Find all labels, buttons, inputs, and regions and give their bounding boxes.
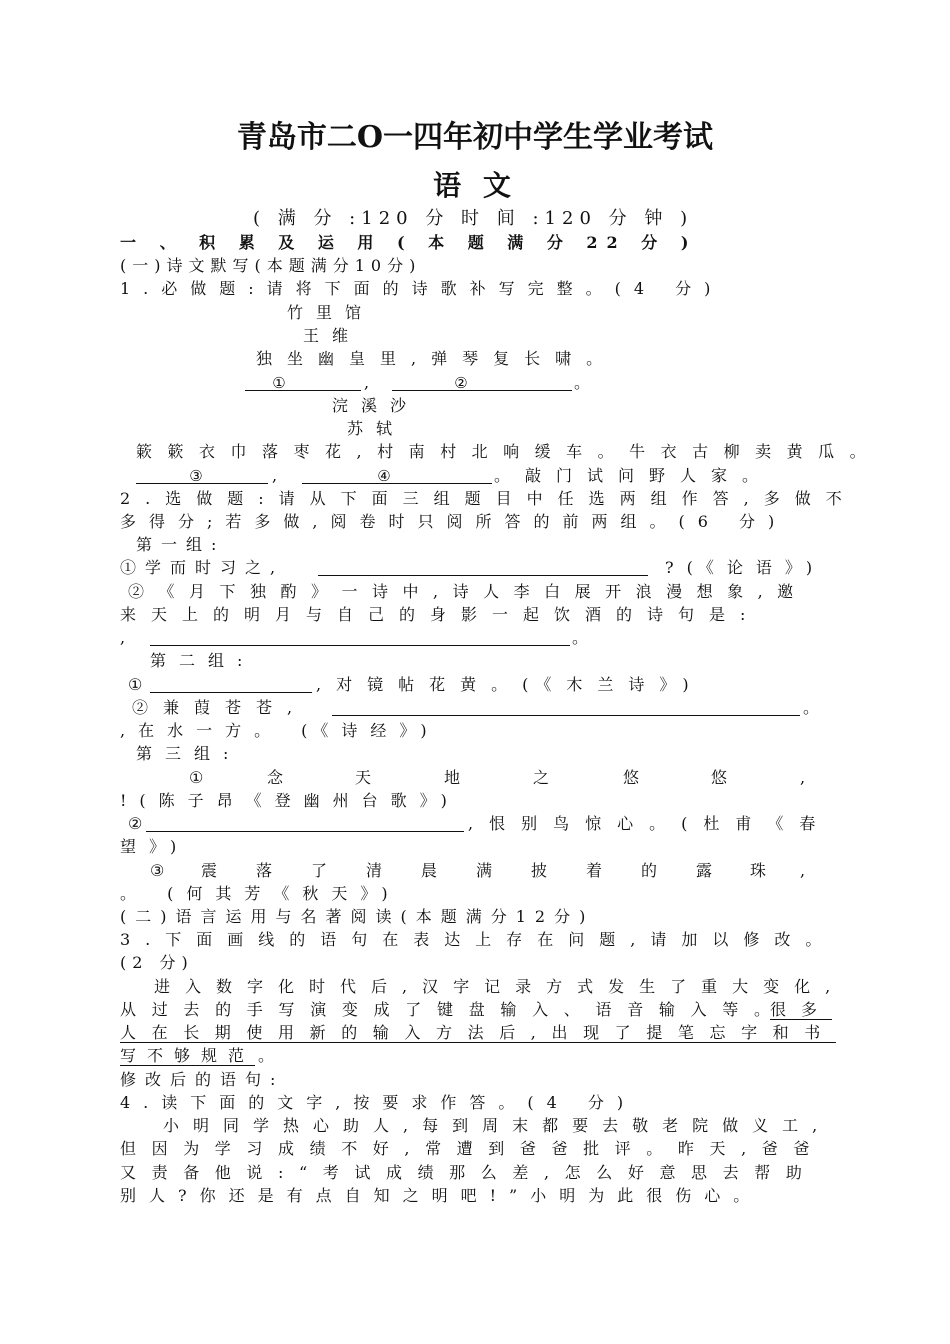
section1-heading: 一 、 积 累 及 运 用 ( 本 题 满 分 22 分 ) [120,233,698,252]
char: , [800,768,806,787]
underlined-sentence: 人在长期使用新的输入方法后,出现了提笔忘字和书 [120,1023,836,1042]
char: 晨 [421,861,438,880]
question-4-stem: 4.读下面的文字,按要求作答。(4 分) [120,1093,637,1112]
group3-line1 [0,766,950,790]
group1-line1 [0,556,950,580]
group3-line6: 。 (何其芳《秋天》) [120,884,401,903]
poem2-title: 浣溪沙 [332,396,420,415]
comma: , [120,628,126,647]
poem2-author: 苏轼 [347,419,406,438]
group3-line3 [0,812,950,836]
poem1-line: 独坐幽皇里,弹琴复长啸。 [256,349,618,368]
underlined-sentence: 写不够规范 [120,1046,256,1065]
answer-blank-2[interactable] [392,390,572,391]
char: 之 [533,768,550,787]
answer-blank-g2-1[interactable] [150,692,312,693]
period: 。 [572,628,589,647]
subsection2-heading: (二)语言运用与名著阅读(本题满分12分) [120,907,595,926]
q4-paragraph-line2: 但因为学习成绩不好,常遭到爸爸批评。昨天,爸爸 [120,1139,825,1158]
char: 悠 [623,768,640,787]
answer-blank-g2-2[interactable] [332,715,800,716]
poem1-author: 王维 [303,326,362,345]
underlined-sentence: 很多 [770,1000,833,1019]
group1-title: 第一组: [136,535,226,554]
q3-paragraph-line4 [0,1044,950,1068]
answer-blank-g1-2[interactable] [150,645,570,646]
poem2-line: 簌簌衣巾落枣花,村南村北响缓车。牛衣古柳卖黄瓜。 [136,442,882,461]
q4-paragraph-line3: 又责备他说:“考试成绩那么差,怎么好意思去帮助 [120,1163,818,1182]
group3-line5 [0,859,950,883]
char: 露 [696,861,713,880]
group1-line4 [0,626,950,650]
group1-line1-text: ①学而时习之, [120,558,285,577]
char: , [800,861,806,880]
group2-line1 [0,673,950,697]
char: 落 [256,861,273,880]
blank-number-3: ③ [189,467,203,485]
circled-number: ② [128,814,143,833]
q3-answer-label: 修改后的语句: [120,1070,285,1089]
question-2-stem-line2: 多得分;若多做,阅卷时只阅所答的前两组。(6 分) [120,512,788,531]
char: ① [189,768,204,787]
char: 的 [641,861,658,880]
group1-line1-source: ?(《论语》) [665,558,826,577]
poem2-blanks-line [0,464,950,488]
group3-title: 第三组: [136,744,242,763]
poem2-end: 。敲门试问野人家。 [494,466,774,485]
comma: , [272,466,278,485]
char: ③ [150,861,165,880]
poem1-blanks-line [0,371,950,395]
char: 了 [311,861,328,880]
group2-line3: ,在水一方。 (《诗经》) [120,721,440,740]
char: 着 [586,861,603,880]
subject-title: 语 文 [433,169,517,202]
group2-title: 第二组: [150,651,256,670]
char: 念 [267,768,284,787]
group2-line2 [0,696,950,720]
blank-number-4: ④ [377,467,391,485]
group1-line3: 来天上的明月与自己的身影一起饮酒的诗句是: [120,605,761,624]
group3-line3-text: ,恨别鸟惊心。(杜甫《春 [468,814,832,833]
q3-paragraph-line2 [0,998,950,1022]
char: 清 [366,861,383,880]
poem1-title: 竹里馆 [287,303,375,322]
q3-paragraph-line2-text: 从过去的手写演变成了键盘输入、语音输入等。 [120,1000,786,1019]
char: 地 [444,768,461,787]
char: 震 [201,861,218,880]
exam-title: 青岛市二O一四年初中学生学业考试 [236,120,714,155]
blank-number-2: ② [454,374,468,392]
circled-number: ① [128,675,143,694]
char: 悠 [711,768,728,787]
char: 珠 [750,861,767,880]
q4-paragraph-line4: 别人?你还是有点自知之明吧!”小明为此很伤心。 [120,1186,763,1205]
q4-paragraph-line1: 小明同学热心助人,每到周末都要去敬老院做义工, [163,1116,832,1135]
group2-line2-text: ②兼葭苍苍, [132,698,308,717]
char: 披 [531,861,548,880]
group2-line1-text: ,对镜帖花黄。(《木兰诗》) [316,675,704,694]
blank-number-1: ① [272,374,286,392]
period: 。 [574,373,591,392]
answer-blank-g3-1[interactable] [146,831,464,832]
comma: , [364,373,370,392]
question-2-stem-line1: 2.选做题:请从下面三组题目中任选两组作答,多做不 [120,489,857,508]
period: 。 [803,698,820,717]
char: 天 [355,768,372,787]
q3-answer-line[interactable] [0,1068,950,1092]
q3-paragraph-line1: 进入数字化时代后,汉字记录方式发生了重大变化, [154,977,846,996]
exam-meta: ( 满 分 :120 分 时 间 :120 分 钟 ) [253,208,694,229]
question-3-stem-line1: 3.下面画线的语句在表达上存在问题,请加以修改。 [120,930,837,949]
period: 。 [258,1046,275,1065]
subsection1-heading: (一)诗文默写(本题满分10分) [120,256,422,275]
group1-line2: ②《月下独酌》一诗中,诗人李白展开浪漫想象,邀 [128,582,808,601]
answer-blank-1[interactable] [245,390,361,391]
group3-line2: !(陈子昂《登幽州台歌》) [120,791,460,810]
char: 满 [476,861,493,880]
answer-blank-g1-1[interactable] [318,575,648,576]
question-3-stem-line2: (2 分) [120,953,194,972]
group3-line4: 望》) [120,837,190,856]
question-1-stem: 1.必做题:请将下面的诗歌补写完整。(4 分) [120,279,724,298]
